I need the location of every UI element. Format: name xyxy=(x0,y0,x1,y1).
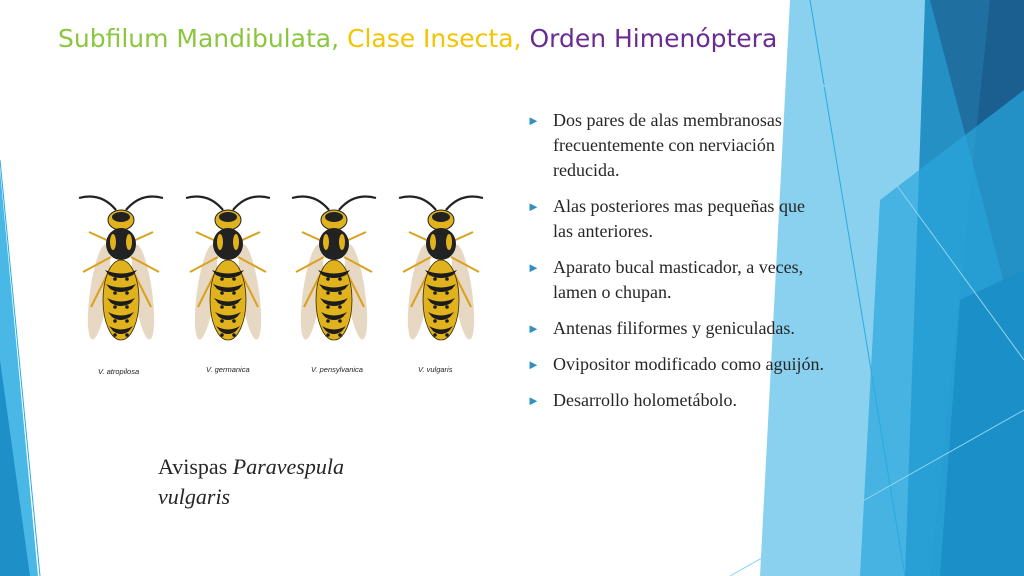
bullet-text: Ovipositor modificado como aguijón. xyxy=(553,354,824,374)
bullet-item xyxy=(527,255,827,305)
wasp-icon xyxy=(292,197,376,341)
species-labels xyxy=(98,365,453,376)
arrow-bullet-icon: ► xyxy=(527,113,540,128)
caption-prefix: Avispas xyxy=(158,454,228,479)
wasp-icon xyxy=(399,197,483,341)
caption-species: Paravespula vulgaris xyxy=(158,454,344,509)
wasp-icon xyxy=(186,197,270,341)
species-label: V. vulgaris xyxy=(418,365,453,374)
arrow-bullet-icon: ► xyxy=(527,357,540,372)
arrow-bullet-icon: ► xyxy=(527,199,540,214)
title-part-class: Clase Insecta, xyxy=(346,24,522,53)
bullet-item xyxy=(527,194,827,244)
slide-title xyxy=(58,24,777,53)
bullet-item xyxy=(527,316,827,341)
bullet-text: Antenas filiformes y geniculadas. xyxy=(553,318,795,338)
species-label: V. germanica xyxy=(206,365,250,374)
bullet-list xyxy=(527,108,827,424)
bullet-text: Dos pares de alas membranosas frecuentemente con nerviación reducida. xyxy=(553,110,782,180)
wasp-icon xyxy=(79,197,163,341)
title-part-order: Orden Himenóptera xyxy=(529,24,778,53)
arrow-bullet-icon: ► xyxy=(527,321,540,336)
bullet-text: Alas posteriores mas pequeñas que las anteriores. xyxy=(553,196,805,241)
species-label: V. atropilosa xyxy=(98,367,140,376)
bullet-item xyxy=(527,352,827,377)
bullet-text: Aparato bucal masticador, a veces, lamen o chupan. xyxy=(553,257,804,302)
bullet-item xyxy=(527,388,827,413)
bullet-text: Desarrollo holometábolo. xyxy=(553,390,737,410)
title-part-subphylum: Subfilum Mandibulata, xyxy=(58,24,340,53)
bullet-item xyxy=(527,108,827,183)
wasps-image xyxy=(56,182,486,382)
species-label: V. pensylvanica xyxy=(311,365,363,374)
image-caption xyxy=(158,452,418,512)
arrow-bullet-icon: ► xyxy=(527,393,540,408)
arrow-bullet-icon: ► xyxy=(527,260,540,275)
